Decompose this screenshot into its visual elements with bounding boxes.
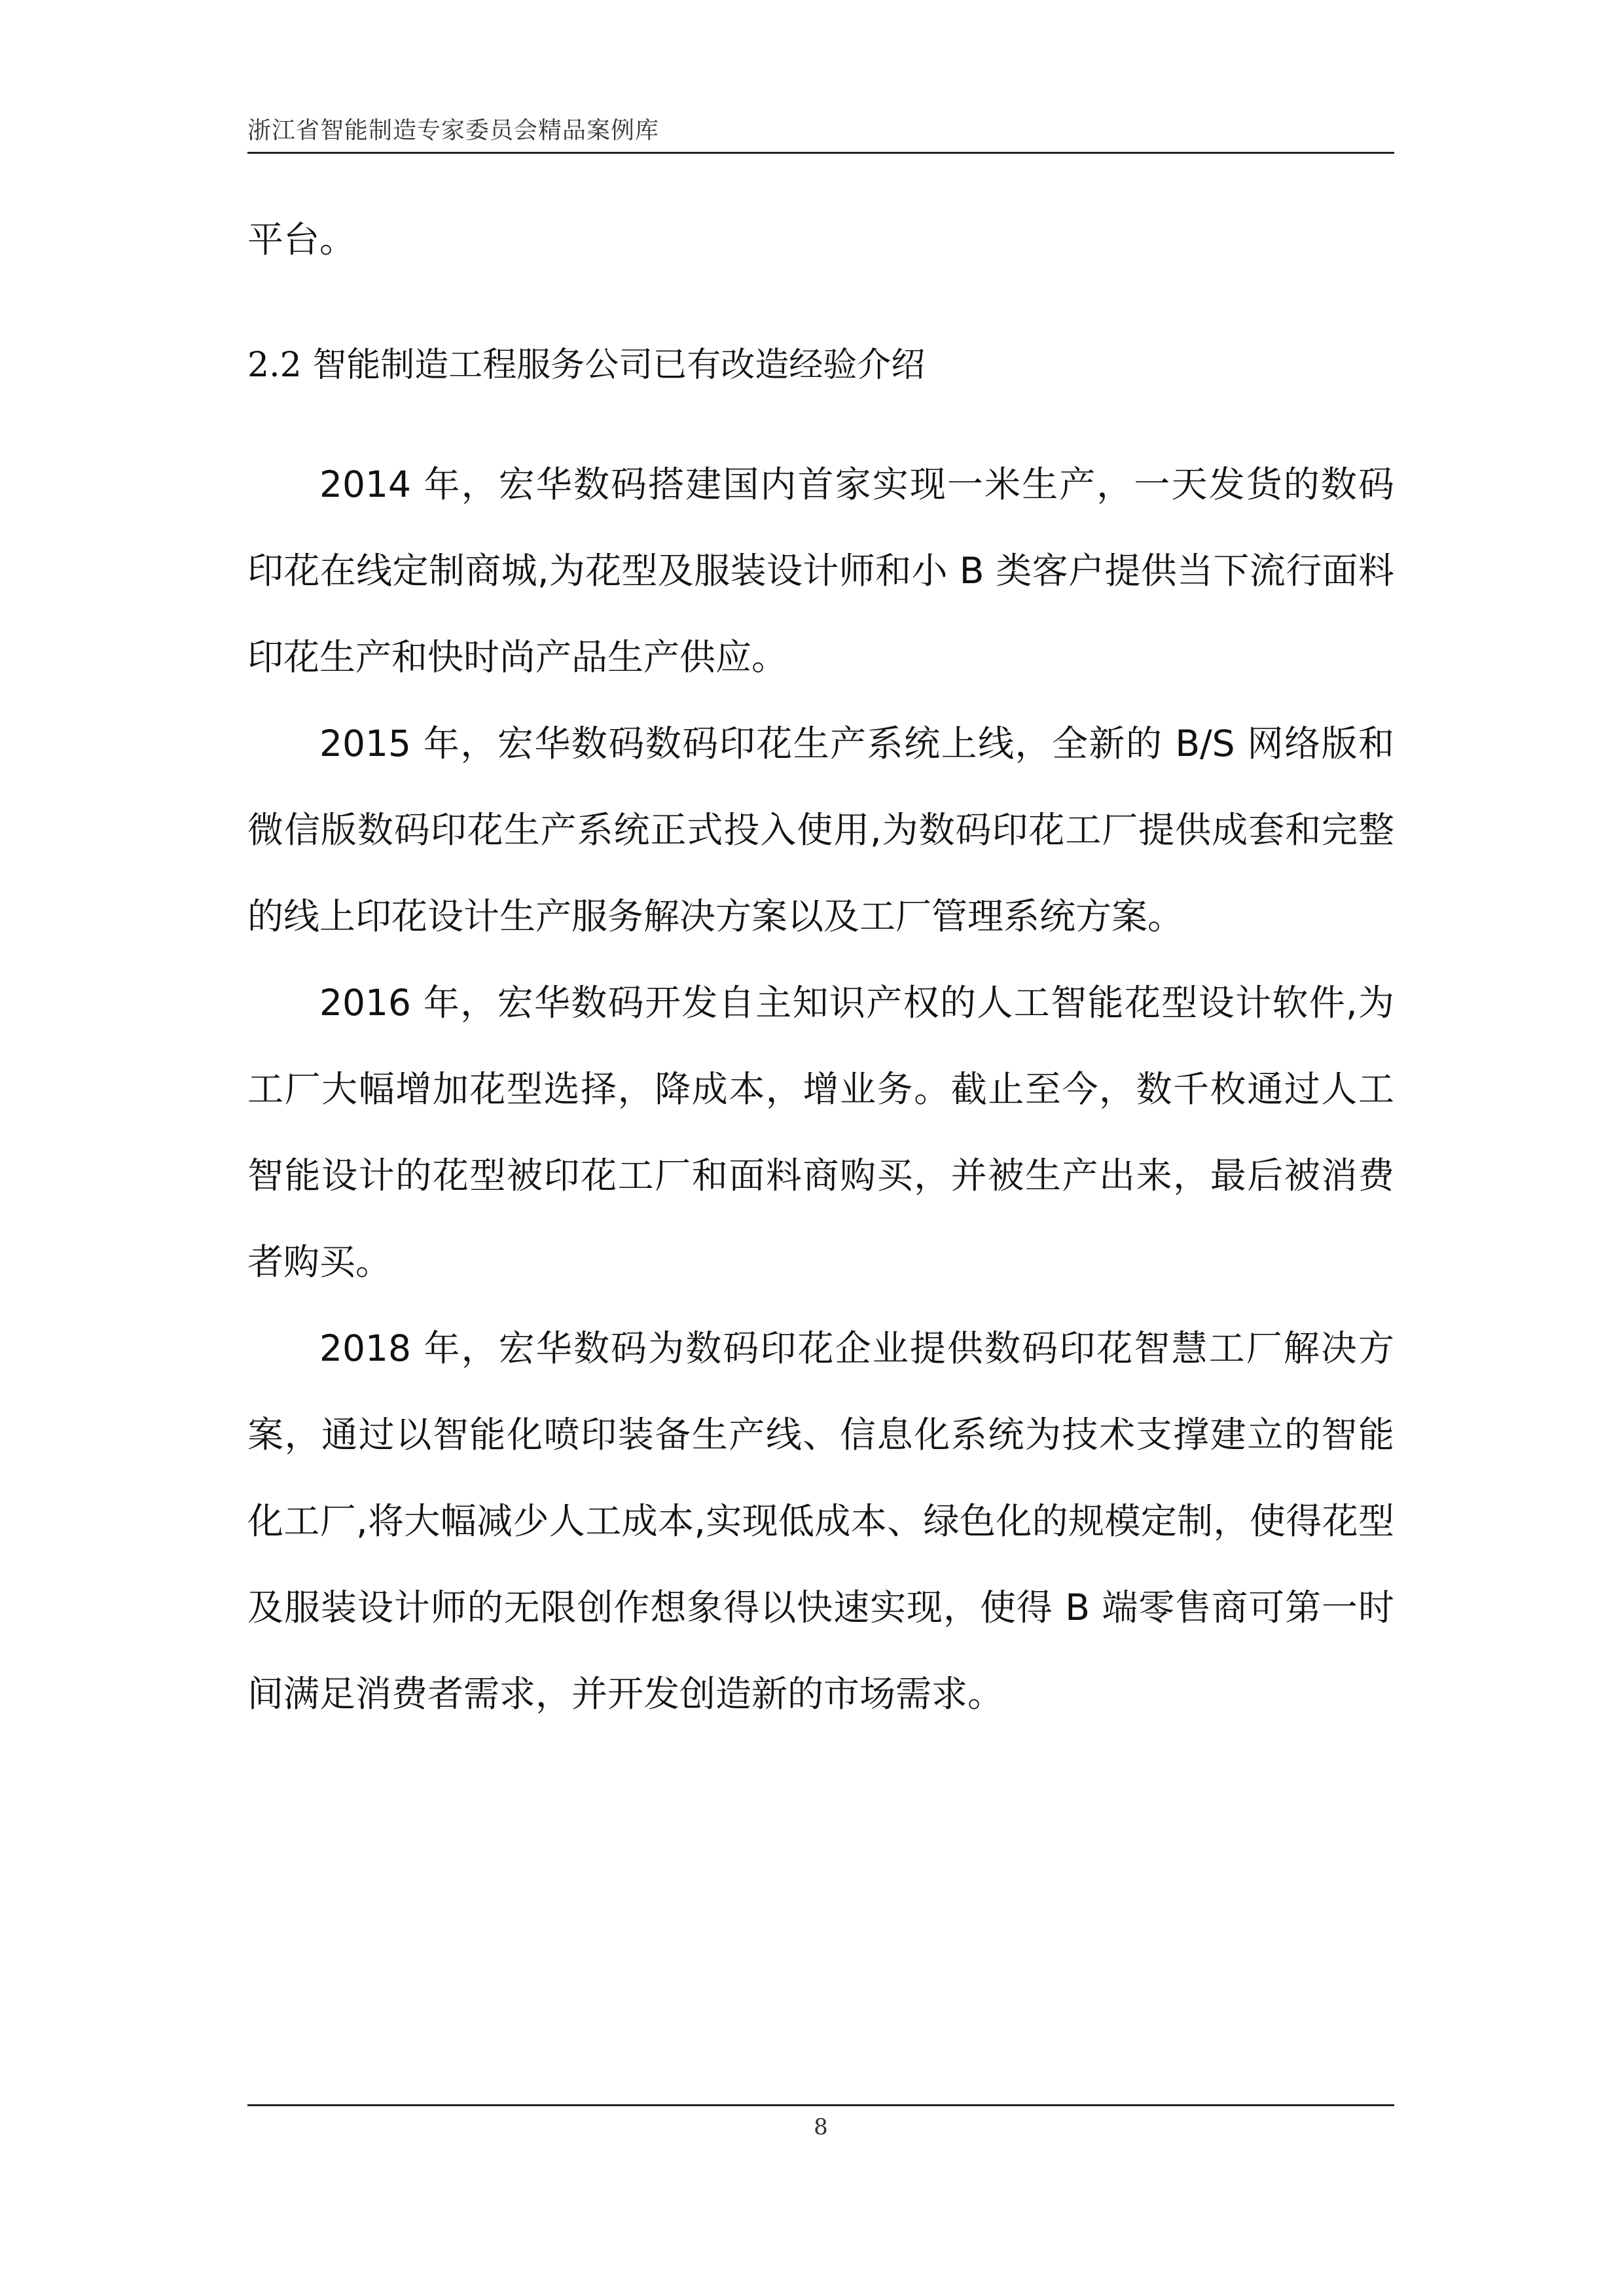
section-heading: 2.2 智能制造工程服务公司已有改造经验介绍 xyxy=(247,346,926,385)
paragraph-2014: 2014 年，宏华数码搭建国内首家实现一米生产，一天发货的数码印花在线定制商城,为花型及服装设计师和小 B 类客户提供当下流行面料印花生产和快时尚产品生产供应。 xyxy=(247,463,1394,678)
page-body xyxy=(247,196,1394,1737)
paragraph-2015: 2015 年，宏华数码数码印花生产系统上线，全新的 B/S 网络版和微信版数码印花生产系统正式投入使用,为数码印花工厂提供成套和完整的线上印花设计生产服务解决方案以及工厂管理系统方案。 xyxy=(247,723,1394,937)
header-title: 浙江省智能制造专家委员会精品案例库 xyxy=(247,117,660,144)
page-header xyxy=(247,110,1394,154)
paragraph-2016: 2016 年，宏华数码开发自主知识产权的人工智能花型设计软件,为工厂大幅增加花型选择，降成本，增业务。截止至今，数千枚通过人工智能设计的花型被印花工厂和面料商购买，并被生产出来，最后被消费者购买。 xyxy=(247,982,1394,1283)
continued-text: 平台。 xyxy=(247,219,356,260)
page-number: 8 xyxy=(814,2114,828,2140)
page-footer xyxy=(247,2104,1394,2159)
paragraph-2018: 2018 年，宏华数码为数码印花企业提供数码印花智慧工厂解决方案，通过以智能化喷印装备生产线、信息化系统为技术支撑建立的智能化工厂,将大幅减少人工成本,实现低成本、绿色化的规模定制，使得花型及服装设计师的无限创作想象得以快速实现，使得 B 端零售商可第一时间满足消费者需求，并开发创造新的市场需求。 xyxy=(247,1327,1394,1715)
